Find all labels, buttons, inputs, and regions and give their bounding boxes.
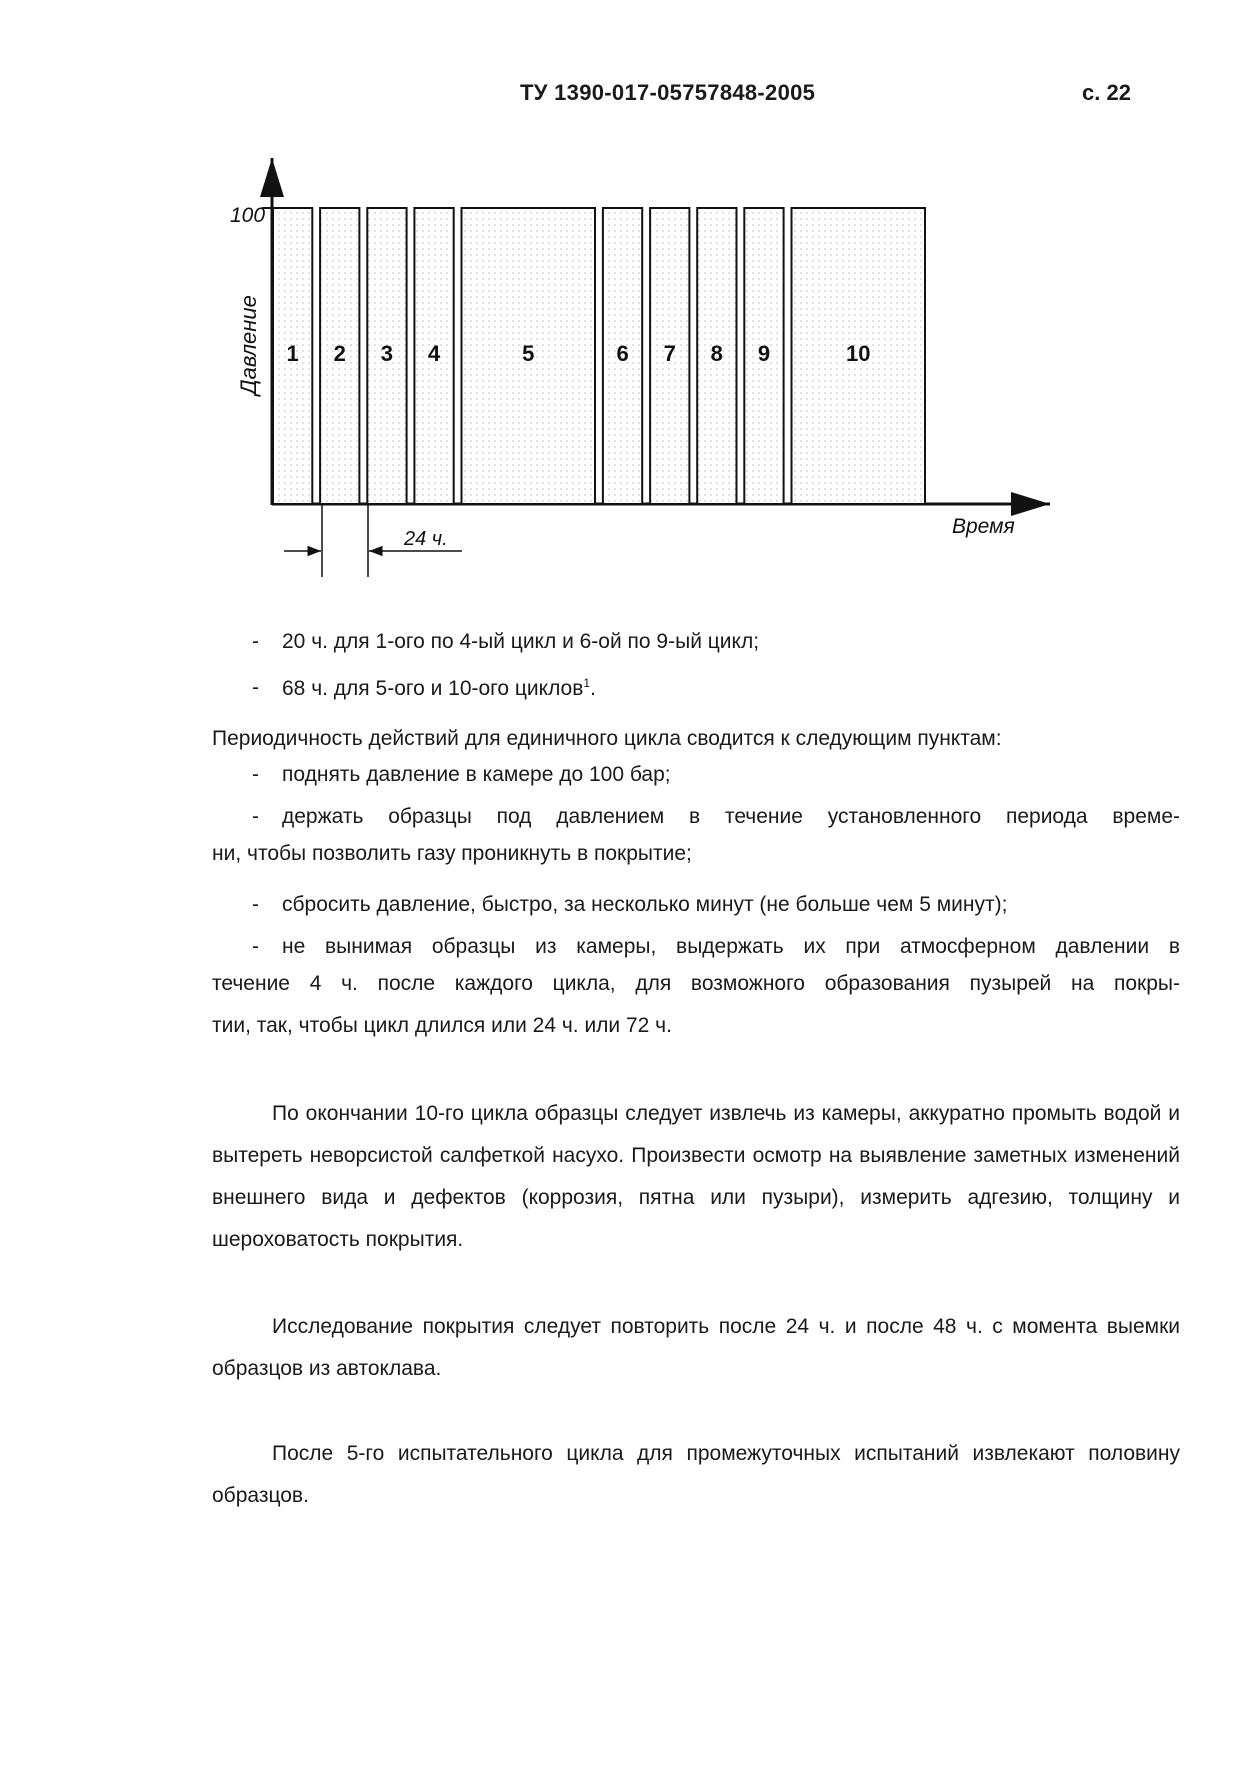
list-item: 68 ч. для 5-ого и 10-ого циклов$^1$. <box>282 676 596 700</box>
list-dash: - <box>252 630 259 653</box>
cycle-label-4: 4 <box>427 341 441 366</box>
cycle-label-6: 6 <box>616 341 629 366</box>
intro-line: Периодичность действий для единичного цикла сводится к следующим пунктам: <box>212 727 1002 750</box>
cycle-label-3: 3 <box>380 341 394 366</box>
pressure-cycle-chart <box>0 0 1241 600</box>
list-item: сбросить давление, быстро, за несколько минут (не больше чем 5 минут); <box>282 893 1008 916</box>
page-number: с. 22 <box>1082 80 1131 105</box>
list-item-cont: ни, чтобы позволить газу проникнуть в покрытие; <box>212 842 692 865</box>
paragraph: По окончании 10-го цикла образцы следует извлечь из камеры, аккуратно промыть водой и вытереть неворсистой салфеткой насухо. Произвести осмотр на выявление заметных изменений внешнего вида и дефектов (коррозия, пятна или пузыри), измерить адгезию, толщину и шероховатость покрытия. <box>212 1102 1180 1251</box>
footnote-ref: 1 <box>583 676 591 690</box>
paragraph: Исследование покрытия следует повторить после 24 ч. и после 48 ч. с момента выемки образцов из автоклава. <box>212 1315 1180 1380</box>
cycle-label-5: 5 <box>522 341 535 366</box>
cycle-label-7: 7 <box>663 341 676 366</box>
list-item-cont: течение 4 ч. после каждого цикла, для возможного образования пузырей на покры- <box>212 972 1180 995</box>
cycle-label-8: 8 <box>710 341 723 366</box>
list-dash: - <box>252 893 259 916</box>
y-axis-label: Давление <box>236 295 261 395</box>
list-dash: - <box>252 763 259 786</box>
list-dash: - <box>252 676 259 699</box>
list-dash: - <box>252 805 259 828</box>
list-item: поднять давление в камере до 100 бар; <box>282 763 671 786</box>
period-label: 24 ч. <box>404 528 448 550</box>
paragraph: После 5-го испытательного цикла для промежуточных испытаний извлекают половину образцов. <box>212 1442 1180 1507</box>
list-item-cont: тии, так, чтобы цикл длился или 24 ч. или 72 ч. <box>212 1014 672 1037</box>
y-tick-label: 100 <box>230 204 266 227</box>
list-item: не вынимая образцы из камеры, выдержать их при атмосферном давлении в <box>282 935 1180 958</box>
document-code: ТУ 1390-017-05757848-2005 <box>520 80 816 105</box>
list-item: 20 ч. для 1-ого по 4-ый цикл и 6-ой по 9-ый цикл; <box>282 630 760 653</box>
cycle-label-9: 9 <box>757 341 771 366</box>
cycle-label-2: 2 <box>333 341 346 366</box>
cycle-label-1: 1 <box>286 341 299 366</box>
list-dash: - <box>252 935 259 958</box>
cycle-label-10: 10 <box>845 341 871 366</box>
x-axis-label: Время <box>952 515 1015 538</box>
list-item: держать образцы под давлением в течение установленного периода време- <box>282 805 1180 828</box>
